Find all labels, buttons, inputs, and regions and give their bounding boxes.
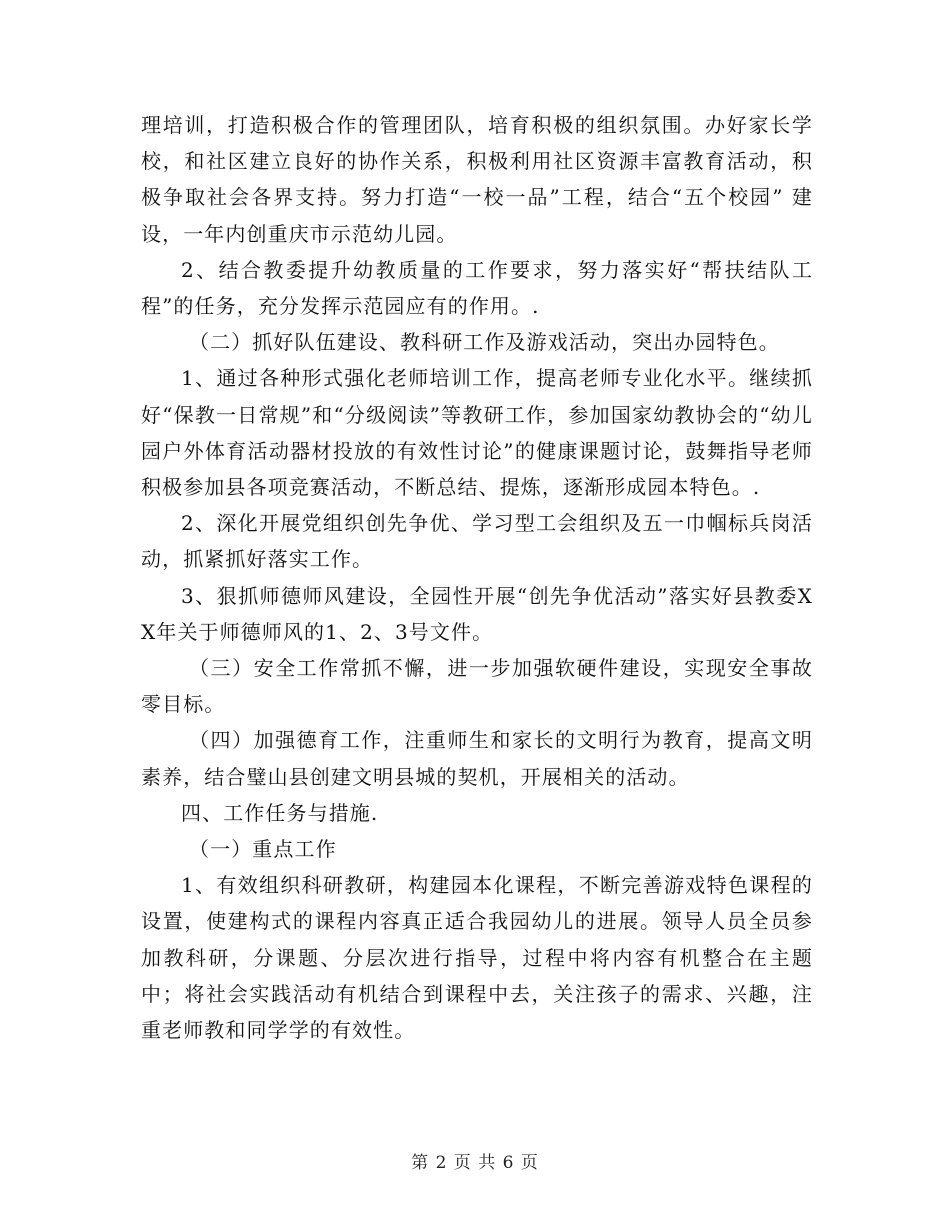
document-body <box>141 107 813 1048</box>
heading-section-four: 四、工作任务与措施. <box>181 800 379 825</box>
paragraph-section-3: （三）安全工作常抓不懈，进一步加强软硬件建设，实现安全事故零目标。 <box>141 656 813 717</box>
paragraph-3: 1、通过各种形式强化老师培训工作，提高老师专业化水平。继续抓好“保教一日常规”和“分级阅读”等教研工作，参加国家幼教协会的“幼儿园户外体育活动器材投放的有效性讨论”的健康课题讨论，鼓舞指导老师积极参加县各项竞赛活动，不断总结、提炼，逐渐形成园本特色。. <box>141 366 813 500</box>
paragraph-section-4: （四）加强德育工作，注重师生和家长的文明行为教育，提高文明素养，结合璧山县创建文明县城的契机，开展相关的活动。 <box>141 728 813 789</box>
paragraph-2: 2、结合教委提升幼教质量的工作要求，努力落实好“帮扶结队工程”的任务，充分发挥示范园应有的作用。. <box>141 257 813 319</box>
paragraph-5: 3、狠抓师德师风建设，全园性开展“创先争优活动”落实好县教委XX年关于师德师风的1、2、3号文件。 <box>141 583 813 644</box>
paragraph-6: 1、有效组织科研教研，构建园本化课程，不断完善游戏特色课程的设置，使建构式的课程内容真正适合我园幼儿的进展。领导人员全员参加教科研，分课题、分层次进行指导，过程中将内容有机整合在主题中；将社会实践活动有机结合到课程中去，关注孩子的需求、兴趣，注重老师教和同学学的有效性。 <box>141 873 813 1043</box>
heading-key-work: （一）重点工作 <box>189 837 337 862</box>
paragraph-1: 理培训，打造积极合作的管理团队，培育积极的组织氛围。办好家长学校，和社区建立良好的协作关系，积极利用社区资源丰富教育活动，积极争取社会各界支持。努力打造“一校一品”工程，结合“五个校园” 建设，一年内创重庆市示范幼儿园。 <box>141 113 813 246</box>
paragraph-section-2: （二）抓好队伍建设、教科研工作及游戏活动，突出办园特色。 <box>189 330 780 355</box>
paragraph-4: 2、深化开展党组织创先争优、学习型工会组织及五一巾帼标兵岗活动，抓紧抓好落实工作。 <box>141 511 813 572</box>
page-number-footer: 第 2 页 共 6 页 <box>411 1153 539 1173</box>
